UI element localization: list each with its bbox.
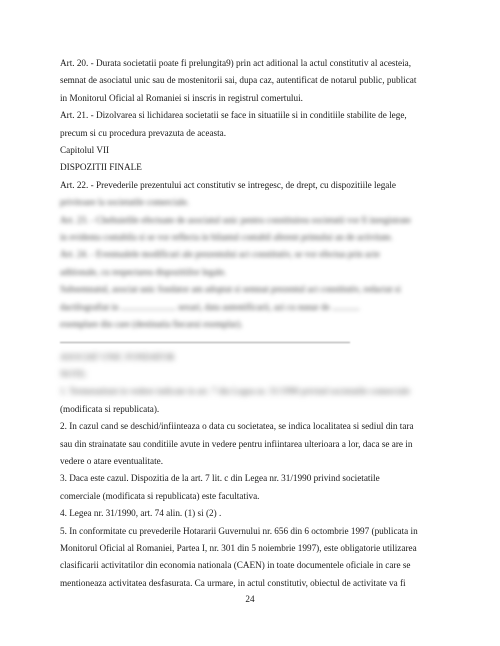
note-1-line-2: (modificata si republicata).: [60, 403, 160, 414]
blurred-line: dactilografiat in ........................ sexari, data autentificarii, azi cu nunar de ............: [60, 301, 360, 312]
section-title: DISPOZITII FINALE: [60, 162, 142, 173]
article-20-line-1: Art. 20. - Durata societatii poate fi prelungita9) prin act aditional la actul constitutiv al acesteia,: [60, 58, 412, 68]
note-3-line-2: comerciale (modificata si republicata) este facultativa.: [60, 490, 260, 501]
page-number: 24: [245, 594, 255, 604]
article-22-line-1: Art. 22. - Prevederile prezentului act constitutiv se intregesc, de drept, cu dispozitiile legale: [60, 179, 396, 190]
note-2-line-1: 2. In cazul cand se deschid/infiinteaza o data cu societatea, se indica localitatea si sediul din tara: [60, 421, 414, 432]
article-21-line-1: Art. 21. - Dizolvarea si lichidarea societatii se face in situatiile si in conditiile stabilite de lege,: [60, 110, 407, 121]
note-2-line-2: sau din strainatate sau conditiile avute in vedere pentru infiintarea ulterioara a lor, daca se are in: [60, 438, 413, 449]
notes-heading: NOTE:: [60, 368, 88, 379]
blurred-line: Art. 24. - Eventualele modificari ale prezentului act constitutiv, se vor efectua prin acte: [60, 249, 380, 260]
blurred-line: in evidenta contabila si se vor reflecta in bilantul contabil aferent primului an de activitate.: [60, 232, 393, 243]
article-20-line-2: semnat de asociatul unic sau de mostenitorii sai, dupa caz, autentificat de notarul public, publicat: [60, 75, 417, 86]
chapter-heading: Capitolul VII: [60, 145, 110, 156]
blurred-line: aditionale, cu respectarea dispozitiilor legale.: [60, 266, 227, 277]
blurred-line: exemplare din care (destinatia fiecarui exemplar).: [60, 319, 243, 330]
note-2-line-3: vedere o atare eventualitate.: [60, 455, 164, 466]
note-3-line-1: 3. Daca este cazul. Dispozitia de la art. 7 lit. c din Legea nr. 31/1990 privind societatile: [60, 473, 380, 484]
blurred-line: Subsemnatul, asociat unic fondator am adoptat si semnat prezentul act constitutiv, redactat si: [60, 284, 401, 295]
note-5-line-4: mentioneaza activitatea desfasurata. Ca urmare, in actul constitutiv, obiectul de activitate va fi: [60, 577, 406, 588]
blurred-line: Art. 23. - Cheltuielile efectuate de asociatul unic pentru constituirea societatii vor fi inregistrate: [60, 214, 411, 225]
note-1-line-1: 1. Termenatiunt in vedere indicate in art. 7 din Legea nr. 31/1990 privind societatile comerciale: [60, 386, 410, 397]
article-21-line-2: precum si cu procedura prevazuta de aceasta.: [60, 127, 227, 138]
note-5-line-3: clasificarii activitatilor din economia nationala (CAEN) in toate documentele oficiale in care se: [60, 560, 411, 571]
signature-label: ASOCIAT UNIC FONDATOR: [60, 351, 175, 362]
note-4-line: 4. Legea nr. 31/1990, art. 74 alin. (1) si (2) .: [60, 508, 222, 519]
document-body: [60, 55, 445, 592]
signature-divider: [60, 342, 350, 343]
blurred-line: privitoare la societatile comerciale.: [60, 197, 190, 208]
note-5-line-1: 5. In conformitate cu prevederile Hotararii Guvernului nr. 656 din 6 octombrie 1997 (publicata in: [60, 525, 418, 536]
article-20-line-3: in Monitorul Oficial al Romaniei si inscris in registrul comertului.: [60, 92, 303, 103]
note-5-line-2: Monitorul Oficial al Romaniei, Partea I, nr. 301 din 5 noiembrie 1997), este obligatorie utilizarea: [60, 542, 417, 553]
